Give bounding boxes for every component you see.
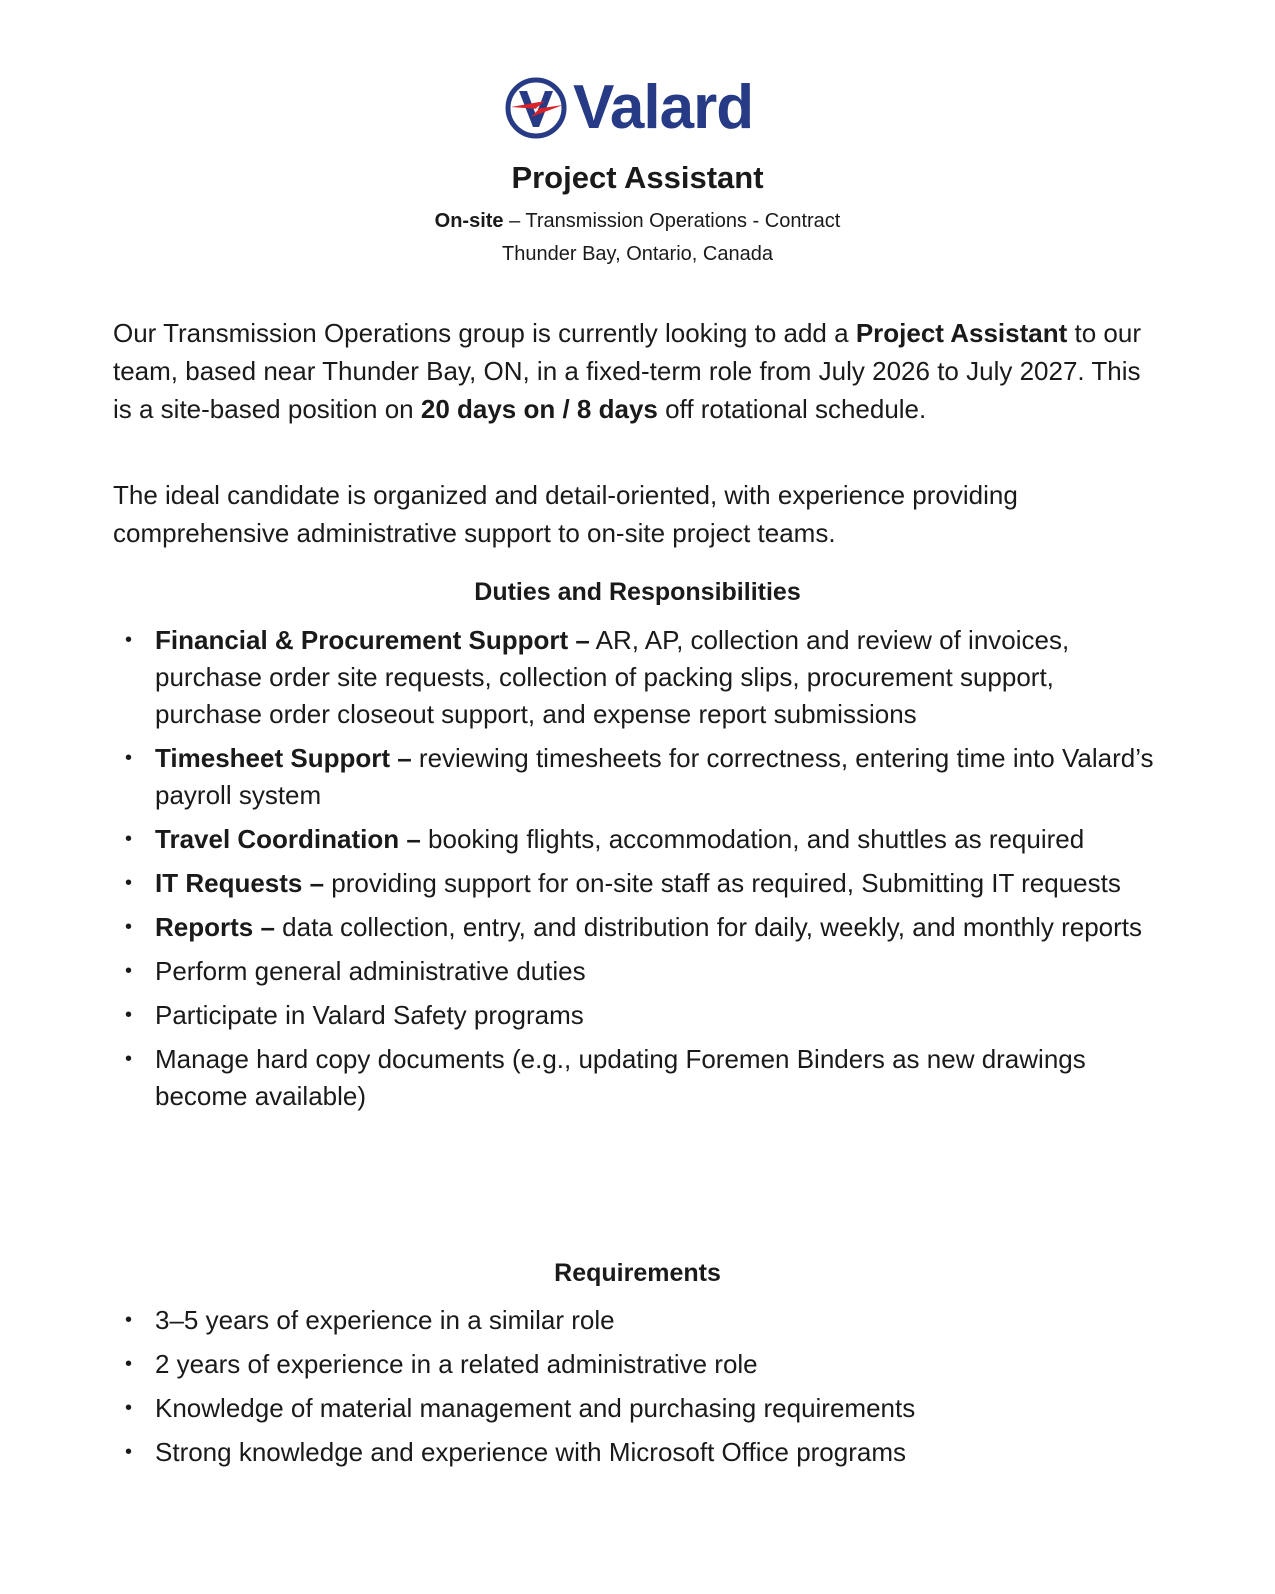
logo-wordmark: Valard <box>573 73 754 142</box>
bullet-icon: • <box>125 1309 133 1331</box>
list-item <box>125 622 1165 733</box>
duty-label: Reports – <box>155 912 275 942</box>
duty-text: data collection, entry, and distribution for daily, weekly, and monthly reports <box>274 912 1143 942</box>
duty-text: Perform general administrative duties <box>155 956 586 986</box>
list-item <box>125 865 1165 902</box>
job-title: Project Assistant <box>511 160 764 195</box>
list-item <box>125 740 1165 814</box>
list-item <box>125 909 1165 946</box>
intro-text: to our team, based near Thunder Bay, ON, in a fixed-term role from July 2026 to July 2027. This is a site-based position on <box>113 318 1141 424</box>
bullet-icon: • <box>125 872 133 894</box>
valard-emblem-icon <box>505 77 567 139</box>
duty-text: providing support for on-site staff as required, Submitting IT requests <box>324 868 1121 898</box>
duty-text: Manage hard copy documents (e.g., updating Foremen Binders as new drawings become available) <box>155 1044 1086 1111</box>
duty-text: booking flights, accommodation, and shuttles as required <box>420 824 1085 854</box>
duty-label: Financial & Procurement Support – <box>155 625 590 655</box>
list-item <box>125 821 1165 858</box>
valard-logo <box>505 73 754 142</box>
job-meta <box>0 210 1275 233</box>
requirement-text: 2 years of experience in a related administrative role <box>155 1349 758 1379</box>
intro-bold-schedule: 20 days on / 8 days <box>420 394 658 424</box>
duties-list <box>125 622 1165 1122</box>
list-item <box>125 1390 1165 1427</box>
requirements-heading: Requirements <box>554 1259 721 1287</box>
intro-text: Our Transmission Operations group is currently looking to add a <box>113 318 856 348</box>
duty-label: IT Requests – <box>155 868 325 898</box>
job-meta-rest: – Transmission Operations - Contract <box>503 210 841 232</box>
job-location: Thunder Bay, Ontario, Canada <box>502 243 773 265</box>
bullet-icon: • <box>125 1004 133 1026</box>
work-mode: On-site <box>434 210 504 232</box>
requirements-list <box>125 1302 1165 1478</box>
bullet-icon: • <box>125 747 133 769</box>
intro-bold-role: Project Assistant <box>855 318 1068 348</box>
list-item <box>125 953 1165 990</box>
requirement-text: Strong knowledge and experience with Microsoft Office programs <box>155 1437 907 1467</box>
ideal-candidate-paragraph: The ideal candidate is organized and detail-oriented, with experience providing comprehensive administrative support to on-site project teams. <box>113 480 1018 548</box>
intro-paragraph <box>113 314 1163 428</box>
duty-label: Travel Coordination – <box>155 824 421 854</box>
list-item <box>125 1346 1165 1383</box>
requirement-text: 3–5 years of experience in a similar role <box>155 1305 615 1335</box>
bullet-icon: • <box>125 960 133 982</box>
list-item <box>125 1302 1165 1339</box>
duties-heading: Duties and Responsibilities <box>474 578 801 606</box>
bullet-icon: • <box>125 1048 133 1070</box>
bullet-icon: • <box>125 629 133 651</box>
bullet-icon: • <box>125 1397 133 1419</box>
list-item <box>125 997 1165 1034</box>
requirement-text: Knowledge of material management and purchasing requirements <box>155 1393 916 1423</box>
list-item <box>125 1041 1165 1115</box>
bullet-icon: • <box>125 1353 133 1375</box>
bullet-icon: • <box>125 1441 133 1463</box>
duty-label: Timesheet Support – <box>155 743 412 773</box>
intro-text: off rotational schedule. <box>657 394 927 424</box>
list-item <box>125 1434 1165 1471</box>
duty-text: reviewing timesheets for correctness, entering time into Valard’s payroll system <box>155 743 1154 810</box>
bullet-icon: • <box>125 916 133 938</box>
duty-text: Participate in Valard Safety programs <box>155 1000 584 1030</box>
duty-text: AR, AP, collection and review of invoices, purchase order site requests, collection of packing slips, procurement support, purchase order closeout support, and expense report submissions <box>155 625 1070 729</box>
bullet-icon: • <box>125 828 133 850</box>
